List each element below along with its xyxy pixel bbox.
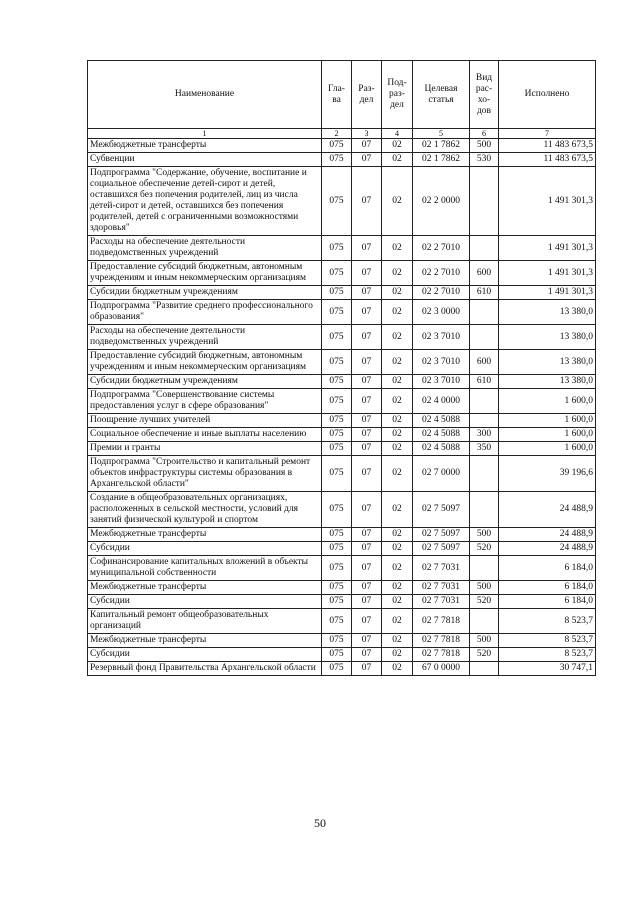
row-expense-type: 300: [470, 428, 499, 442]
row-expense-type: [470, 556, 499, 581]
row-amount: 39 196,6: [499, 456, 596, 492]
row-expense-type: 520: [470, 595, 499, 609]
row-section: 07: [352, 581, 382, 595]
row-target-article: 02 7 7031: [413, 556, 470, 581]
row-subsection: 02: [382, 648, 413, 662]
header-executed: Исполнено: [499, 61, 596, 129]
row-chapter: 075: [322, 581, 352, 595]
row-expense-type: 610: [470, 375, 499, 389]
page-number: 50: [314, 816, 326, 830]
row-expense-type: 500: [470, 581, 499, 595]
row-target-article: 02 1 7862: [413, 139, 470, 153]
row-expense-type: 500: [470, 528, 499, 542]
row-amount: 8 523,7: [499, 634, 596, 648]
row-name: Субсидии бюджетным учреждениям: [88, 375, 322, 389]
row-amount: 1 600,0: [499, 389, 596, 414]
column-number: 6: [470, 129, 499, 139]
table-row: [88, 542, 596, 556]
row-chapter: 075: [322, 595, 352, 609]
row-expense-type: [470, 236, 499, 261]
budget-table: [87, 60, 596, 676]
row-expense-type: 350: [470, 442, 499, 456]
row-chapter: 075: [322, 428, 352, 442]
row-amount: 13 380,0: [499, 325, 596, 350]
row-amount: 11 483 673,5: [499, 139, 596, 153]
table-row: [88, 428, 596, 442]
table-row: [88, 350, 596, 375]
column-numbers-row: [88, 129, 596, 139]
table-row: [88, 528, 596, 542]
row-target-article: 02 7 5097: [413, 528, 470, 542]
row-expense-type: 520: [470, 648, 499, 662]
table-row: [88, 414, 596, 428]
row-amount: 6 184,0: [499, 581, 596, 595]
row-target-article: 02 2 7010: [413, 286, 470, 300]
row-subsection: 02: [382, 662, 413, 676]
table-row: [88, 286, 596, 300]
row-amount: 1 491 301,3: [499, 261, 596, 286]
row-section: 07: [352, 662, 382, 676]
row-chapter: 075: [322, 609, 352, 634]
row-subsection: 02: [382, 286, 413, 300]
row-section: 07: [352, 414, 382, 428]
column-number: 1: [88, 129, 322, 139]
row-section: 07: [352, 350, 382, 375]
table-row: [88, 325, 596, 350]
table-row: [88, 456, 596, 492]
row-amount: 1 491 301,3: [499, 236, 596, 261]
row-target-article: 02 7 5097: [413, 492, 470, 528]
row-target-article: 02 7 7818: [413, 634, 470, 648]
row-subsection: 02: [382, 456, 413, 492]
row-amount: 6 184,0: [499, 556, 596, 581]
row-expense-type: [470, 300, 499, 325]
header-chapter: Гла- ва: [322, 61, 352, 129]
table-row: [88, 139, 596, 153]
row-target-article: 02 4 5088: [413, 414, 470, 428]
row-expense-type: 600: [470, 350, 499, 375]
row-subsection: 02: [382, 414, 413, 428]
row-subsection: 02: [382, 634, 413, 648]
row-target-article: 02 7 7818: [413, 648, 470, 662]
table-header-row: [88, 61, 596, 129]
row-target-article: 02 7 7031: [413, 595, 470, 609]
row-chapter: 075: [322, 556, 352, 581]
row-amount: 1 491 301,3: [499, 167, 596, 236]
row-section: 07: [352, 286, 382, 300]
row-name: Поощрение лучших учителей: [88, 414, 322, 428]
row-chapter: 075: [322, 153, 352, 167]
table-row: [88, 634, 596, 648]
row-target-article: 02 3 7010: [413, 375, 470, 389]
row-section: 07: [352, 456, 382, 492]
row-chapter: 075: [322, 167, 352, 236]
row-name: Социальное обеспечение и иные выплаты населению: [88, 428, 322, 442]
row-subsection: 02: [382, 581, 413, 595]
row-target-article: 02 2 0000: [413, 167, 470, 236]
row-chapter: 075: [322, 456, 352, 492]
column-number: 2: [322, 129, 352, 139]
row-target-article: 02 3 7010: [413, 350, 470, 375]
row-name: Субсидии: [88, 595, 322, 609]
row-name: Субсидии: [88, 542, 322, 556]
row-section: 07: [352, 442, 382, 456]
row-chapter: 075: [322, 350, 352, 375]
row-subsection: 02: [382, 153, 413, 167]
row-section: 07: [352, 492, 382, 528]
row-name: Софинансирование капитальных вложений в объекты муниципальной собственности: [88, 556, 322, 581]
header-target: Целевая статья: [413, 61, 470, 129]
row-subsection: 02: [382, 300, 413, 325]
row-chapter: 075: [322, 662, 352, 676]
row-amount: 11 483 673,5: [499, 153, 596, 167]
row-chapter: 075: [322, 634, 352, 648]
row-name: Межбюджетные трансферты: [88, 634, 322, 648]
header-subsection: Под- раз- дел: [382, 61, 413, 129]
row-name: Подпрограмма "Совершенствование системы предоставления услуг в сфере образования": [88, 389, 322, 414]
row-amount: 13 380,0: [499, 375, 596, 389]
row-subsection: 02: [382, 442, 413, 456]
row-name: Резервный фонд Правительства Архангельской области: [88, 662, 322, 676]
row-chapter: 075: [322, 389, 352, 414]
table-row: [88, 389, 596, 414]
row-expense-type: [470, 167, 499, 236]
row-amount: 1 600,0: [499, 428, 596, 442]
row-subsection: 02: [382, 261, 413, 286]
row-subsection: 02: [382, 325, 413, 350]
table-row: [88, 442, 596, 456]
row-expense-type: 600: [470, 261, 499, 286]
row-expense-type: [470, 325, 499, 350]
row-expense-type: 610: [470, 286, 499, 300]
row-amount: 8 523,7: [499, 609, 596, 634]
row-name: Межбюджетные трансферты: [88, 581, 322, 595]
row-name: Субсидии: [88, 648, 322, 662]
row-expense-type: 500: [470, 634, 499, 648]
table-body: [88, 139, 596, 676]
row-subsection: 02: [382, 609, 413, 634]
row-name: Подпрограмма "Содержание, обучение, воспитание и социальное обеспечение детей-сирот и детей, оставшихся без попечения родителей, лиц из числа детей-сирот и детей, оставшихся без попечения родителей, детей с ограниченными возможностями здоровья": [88, 167, 322, 236]
row-name: Расходы на обеспечение деятельности подведомственных учреждений: [88, 325, 322, 350]
row-name: Премии и гранты: [88, 442, 322, 456]
table-row: [88, 375, 596, 389]
row-name: Предоставление субсидий бюджетным, автономным учреждениям и иным некоммерческим организациям: [88, 350, 322, 375]
column-number: 5: [413, 129, 470, 139]
row-chapter: 075: [322, 139, 352, 153]
row-section: 07: [352, 389, 382, 414]
row-section: 07: [352, 300, 382, 325]
row-expense-type: [470, 609, 499, 634]
row-section: 07: [352, 556, 382, 581]
row-expense-type: [470, 662, 499, 676]
row-chapter: 075: [322, 542, 352, 556]
row-target-article: 02 3 0000: [413, 300, 470, 325]
row-subsection: 02: [382, 375, 413, 389]
table-row: [88, 581, 596, 595]
row-section: 07: [352, 167, 382, 236]
row-expense-type: [470, 492, 499, 528]
row-target-article: 02 3 7010: [413, 325, 470, 350]
row-section: 07: [352, 261, 382, 286]
row-section: 07: [352, 595, 382, 609]
row-name: Расходы на обеспечение деятельности подведомственных учреждений: [88, 236, 322, 261]
row-target-article: 67 0 0000: [413, 662, 470, 676]
row-chapter: 075: [322, 325, 352, 350]
row-subsection: 02: [382, 528, 413, 542]
row-section: 07: [352, 528, 382, 542]
row-expense-type: 530: [470, 153, 499, 167]
row-chapter: 075: [322, 528, 352, 542]
row-expense-type: 500: [470, 139, 499, 153]
row-chapter: 075: [322, 492, 352, 528]
row-target-article: 02 4 0000: [413, 389, 470, 414]
row-target-article: 02 2 7010: [413, 261, 470, 286]
row-name: Капитальный ремонт общеобразовательных организаций: [88, 609, 322, 634]
row-expense-type: [470, 456, 499, 492]
header-section: Раз- дел: [352, 61, 382, 129]
row-target-article: 02 4 5088: [413, 428, 470, 442]
row-chapter: 075: [322, 648, 352, 662]
row-name: Субвенции: [88, 153, 322, 167]
row-section: 07: [352, 609, 382, 634]
row-section: 07: [352, 542, 382, 556]
row-subsection: 02: [382, 595, 413, 609]
row-expense-type: 520: [470, 542, 499, 556]
row-name: Межбюджетные трансферты: [88, 139, 322, 153]
row-target-article: 02 7 0000: [413, 456, 470, 492]
row-section: 07: [352, 634, 382, 648]
table-row: [88, 609, 596, 634]
row-subsection: 02: [382, 428, 413, 442]
row-name: Подпрограмма "Строительство и капитальный ремонт объектов инфраструктуры системы образования в Архангельской области": [88, 456, 322, 492]
row-target-article: 02 7 7818: [413, 609, 470, 634]
column-number: 3: [352, 129, 382, 139]
row-section: 07: [352, 325, 382, 350]
table-row: [88, 300, 596, 325]
table-row: [88, 167, 596, 236]
table-row: [88, 492, 596, 528]
row-section: 07: [352, 428, 382, 442]
header-expense-type: Вид рас- хо- дов: [470, 61, 499, 129]
table-row: [88, 595, 596, 609]
row-amount: 1 600,0: [499, 442, 596, 456]
row-subsection: 02: [382, 167, 413, 236]
row-name: Межбюджетные трансферты: [88, 528, 322, 542]
row-name: Создание в общеобразовательных организациях, расположенных в сельской местности, условий для занятий физической культурой и спортом: [88, 492, 322, 528]
row-name: Субсидии бюджетным учреждениям: [88, 286, 322, 300]
row-expense-type: [470, 414, 499, 428]
table-row: [88, 648, 596, 662]
row-amount: 13 380,0: [499, 350, 596, 375]
row-subsection: 02: [382, 350, 413, 375]
row-chapter: 075: [322, 300, 352, 325]
row-amount: 24 488,9: [499, 492, 596, 528]
row-name: Предоставление субсидий бюджетным, автономным учреждениям и иным некоммерческим организациям: [88, 261, 322, 286]
row-section: 07: [352, 648, 382, 662]
row-amount: 30 747,1: [499, 662, 596, 676]
row-amount: 1 600,0: [499, 414, 596, 428]
row-subsection: 02: [382, 389, 413, 414]
row-name: Подпрограмма "Развитие среднего профессионального образования": [88, 300, 322, 325]
table-row: [88, 261, 596, 286]
row-target-article: 02 7 5097: [413, 542, 470, 556]
table-row: [88, 556, 596, 581]
row-chapter: 075: [322, 414, 352, 428]
row-target-article: 02 1 7862: [413, 153, 470, 167]
row-amount: 6 184,0: [499, 595, 596, 609]
row-section: 07: [352, 375, 382, 389]
header-name: Наименование: [88, 61, 322, 129]
row-subsection: 02: [382, 556, 413, 581]
row-section: 07: [352, 236, 382, 261]
row-amount: 1 491 301,3: [499, 286, 596, 300]
table-row: [88, 153, 596, 167]
table-row: [88, 236, 596, 261]
column-number: 4: [382, 129, 413, 139]
table-row: [88, 662, 596, 676]
row-amount: 13 380,0: [499, 300, 596, 325]
row-target-article: 02 7 7031: [413, 581, 470, 595]
row-chapter: 075: [322, 236, 352, 261]
row-chapter: 075: [322, 286, 352, 300]
row-chapter: 075: [322, 261, 352, 286]
row-target-article: 02 2 7010: [413, 236, 470, 261]
row-chapter: 075: [322, 442, 352, 456]
row-subsection: 02: [382, 492, 413, 528]
row-chapter: 075: [322, 375, 352, 389]
row-amount: 8 523,7: [499, 648, 596, 662]
row-target-article: 02 4 5088: [413, 442, 470, 456]
column-number: 7: [499, 129, 596, 139]
row-amount: 24 488,9: [499, 528, 596, 542]
row-section: 07: [352, 153, 382, 167]
row-section: 07: [352, 139, 382, 153]
row-expense-type: [470, 389, 499, 414]
row-amount: 24 488,9: [499, 542, 596, 556]
row-subsection: 02: [382, 542, 413, 556]
row-subsection: 02: [382, 236, 413, 261]
row-subsection: 02: [382, 139, 413, 153]
